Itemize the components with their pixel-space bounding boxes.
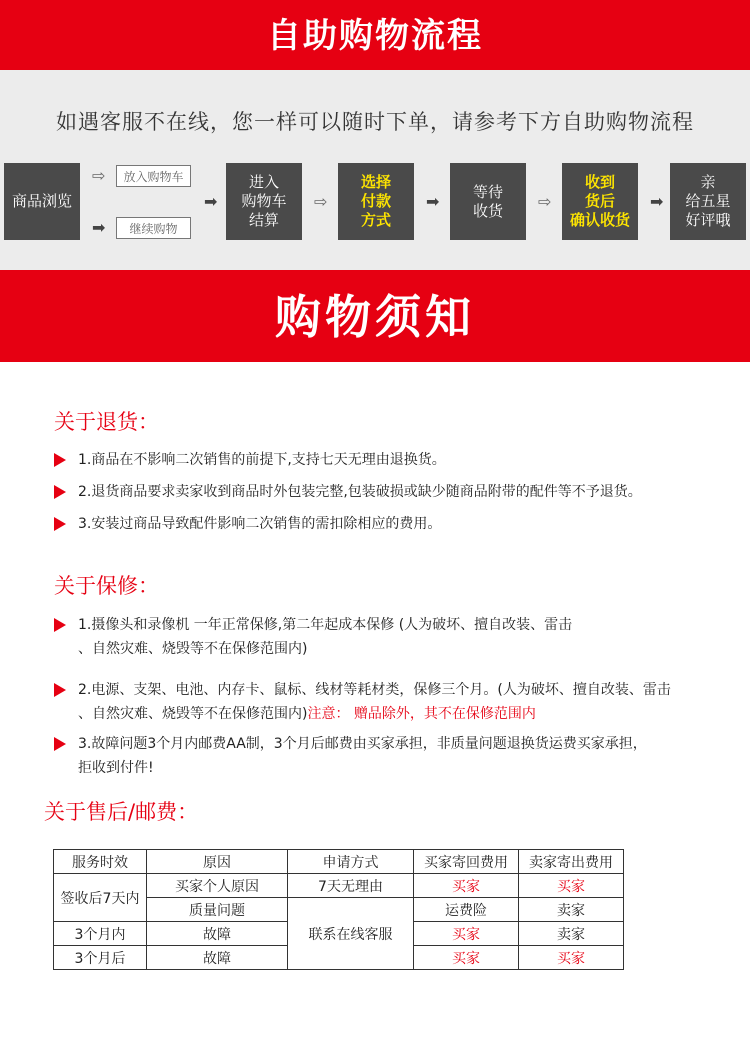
table-cell: 故障 xyxy=(147,922,288,946)
step-line: 结算 xyxy=(248,211,279,229)
table-cell: 卖家 xyxy=(519,922,624,946)
triangle-bullet-icon xyxy=(54,517,66,531)
table-cell: 7天无理由 xyxy=(288,874,414,898)
flow-area xyxy=(0,70,750,270)
notice-banner: 购物须知 xyxy=(0,270,750,362)
arrow-solid-icon: ➡ xyxy=(92,218,106,237)
flow-intro: 如遇客服不在线，您一样可以随时下单，请参考下方自助购物流程 xyxy=(56,110,694,134)
step-line: 等待 xyxy=(472,182,503,201)
table-cell: 卖家 xyxy=(519,898,624,922)
step-line: 货后 xyxy=(584,192,615,210)
arrow-solid-icon: ➡ xyxy=(426,192,440,211)
step-browse xyxy=(4,163,80,240)
warranty-item-text: 2.电源、支架、电池、内存卡、鼠标、线材等耗材类，保修三个月。(人为破坏、擅自改装、雷击 xyxy=(78,682,671,698)
step-line: 进入 xyxy=(248,173,279,191)
warranty-item xyxy=(54,613,734,661)
aftersale-title: 关于售后/邮费： xyxy=(44,800,199,824)
warranty-item-text: 1.摄像头和录像机 一年正常保修,第二年起成本保修 (人为破坏、擅自改装、雷击 xyxy=(78,617,573,633)
warranty-item-text: 3.故障问题3个月内邮费AA制，3个月后邮费由买家承担，非质量问题退换货运费买家承担， xyxy=(78,736,647,752)
table-cell: 质量问题 xyxy=(147,898,288,922)
table-header: 申请方式 xyxy=(288,850,414,874)
step-line: 方式 xyxy=(360,211,391,229)
step-line: 给五星 xyxy=(685,192,731,210)
table-cell: 故障 xyxy=(147,946,288,970)
step-line: 选择 xyxy=(360,173,391,191)
step-browse-label: 商品浏览 xyxy=(11,192,72,210)
triangle-bullet-icon xyxy=(54,618,66,632)
table-header: 卖家寄出费用 xyxy=(519,850,624,874)
continue-shopping-box: 继续购物 xyxy=(116,217,191,239)
arrow-hollow-icon: ⇨ xyxy=(92,166,106,185)
step-review xyxy=(670,163,746,240)
table-cell: 运费险 xyxy=(414,898,519,922)
returns-item xyxy=(54,448,734,472)
returns-item xyxy=(54,512,734,536)
step-line: 收到 xyxy=(584,173,615,191)
warranty-item xyxy=(54,732,734,780)
returns-item-text: 3.安装过商品导致配件影响二次销售的需扣除相应的费用。 xyxy=(78,516,442,532)
warranty-item-text: 、自然灾难、烧毁等不在保修范围内) xyxy=(78,706,308,722)
table-cell: 买家 xyxy=(519,946,624,970)
step-line: 付款 xyxy=(360,192,391,210)
table-header: 原因 xyxy=(147,850,288,874)
arrow-hollow-icon: ⇨ xyxy=(538,192,552,211)
returns-item xyxy=(54,480,734,504)
returns-item-text: 2.退货商品要求卖家收到商品时外包装完整,包装破损或缺少随商品附带的配件等不予退货。 xyxy=(78,484,642,500)
table-row xyxy=(54,874,624,898)
step-payment xyxy=(338,163,414,240)
triangle-bullet-icon xyxy=(54,453,66,467)
add-cart-box: 放入购物车 xyxy=(116,165,191,187)
arrow-hollow-icon: ⇨ xyxy=(314,192,328,211)
step-line: 购物车 xyxy=(241,192,287,210)
step-checkout xyxy=(226,163,302,240)
triangle-bullet-icon xyxy=(54,683,66,697)
warranty-title: 关于保修： xyxy=(54,574,159,598)
arrow-solid-icon: ➡ xyxy=(650,192,664,211)
step-confirm xyxy=(562,163,638,240)
warranty-item xyxy=(54,678,734,726)
aftersale-table xyxy=(53,849,624,970)
warranty-item-text: 、自然灾难、烧毁等不在保修范围内) xyxy=(78,641,308,657)
step-line: 确认收货 xyxy=(569,211,630,229)
table-cell: 买家 xyxy=(414,874,519,898)
process-banner: 自助购物流程 xyxy=(0,0,750,70)
table-cell: 买家个人原因 xyxy=(147,874,288,898)
step-line: 收货 xyxy=(472,201,503,220)
returns-item-text: 1.商品在不影响二次销售的前提下,支持七天无理由退换货。 xyxy=(78,452,446,468)
step-line: 亲 xyxy=(700,173,716,191)
warranty-note: 注意： 赠品除外，其不在保修范围内 xyxy=(307,706,536,722)
arrow-solid-icon: ➡ xyxy=(204,192,218,211)
step-line: 好评哦 xyxy=(685,211,731,229)
table-cell: 签收后7天内 xyxy=(54,874,147,922)
warranty-item-text: 拒收到付件! xyxy=(78,760,154,776)
table-cell: 买家 xyxy=(414,922,519,946)
table-header-row xyxy=(54,850,624,874)
table-cell: 3个月后 xyxy=(54,946,147,970)
table-cell: 买家 xyxy=(519,874,624,898)
step-wait xyxy=(450,163,526,240)
triangle-bullet-icon xyxy=(54,737,66,751)
table-cell: 买家 xyxy=(414,946,519,970)
table-header: 买家寄回费用 xyxy=(414,850,519,874)
returns-title: 关于退货： xyxy=(54,410,159,434)
table-cell: 3个月内 xyxy=(54,922,147,946)
table-cell: 联系在线客服 xyxy=(288,898,414,970)
table-header: 服务时效 xyxy=(54,850,147,874)
triangle-bullet-icon xyxy=(54,485,66,499)
